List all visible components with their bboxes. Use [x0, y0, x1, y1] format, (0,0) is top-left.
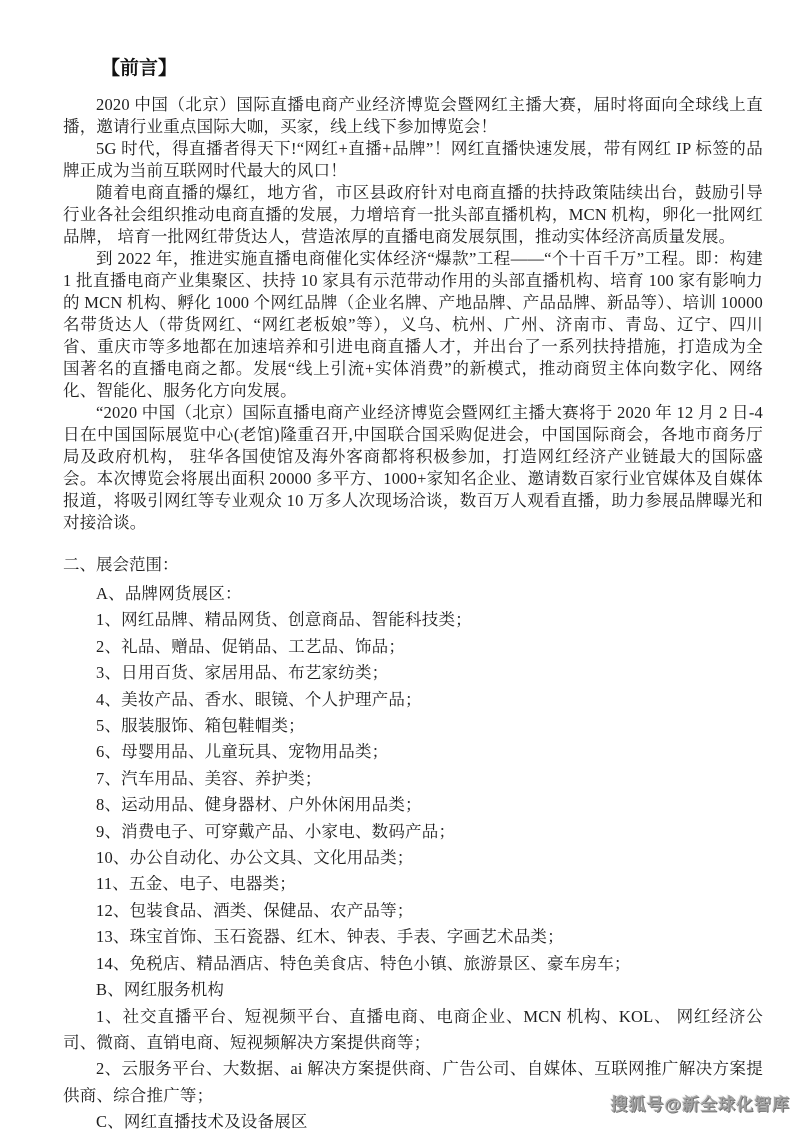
list-item-a11: 11、五金、电子、电器类； [96, 874, 296, 894]
list-item-a5: 5、服装服饰、箱包鞋帽类； [96, 716, 305, 736]
list-item-a12: 12、包装食品、酒类、保健品、农产品等； [96, 900, 414, 920]
page-title: 【前言】 [101, 58, 178, 79]
list-item-a13: 13、珠宝首饰、玉石瓷器、红木、钟表、手表、字画艺术品类； [96, 927, 564, 947]
document-body [63, 56, 763, 1136]
list-item-a8: 8、运动用品、健身器材、户外休闲用品类； [96, 795, 422, 815]
preface-paragraph-2: 5G 时代，得直播者得天下!“网红+直播+品牌”！网红直播快速发展，带有网红 IP 标签的品牌正成为当前互联网时代最大的风口！ [63, 139, 763, 180]
list-item-b1: 1、社交直播平台、短视频平台、直播电商、电商企业、MCN 机构、KOL、 网红经济公司、微商、直销电商、短视频解决方案提供商等； [63, 1006, 763, 1052]
list-item-zone-c: C、网红直播技术及设备展区 [96, 1112, 308, 1132]
watermark-sohu: 搜狐号@新全球化智库 [610, 1095, 790, 1114]
list-item-zone-b: B、网红服务机构 [96, 980, 225, 1000]
list-item-a7: 7、汽车用品、美容、养护类； [96, 768, 322, 788]
list-item-a3: 3、日用百货、家居用品、布艺家纺类； [96, 663, 389, 683]
preface-paragraph-3: 随着电商直播的爆红，地方省，市区县政府针对电商直播的扶持政策陆续出台，鼓励引导行业各社会组织推动电商直播的发展，力增培育一批头部直播机构，MCN 机构，卵化一批网红品牌， 培育一批网红带货达人，营造浓厚的直播电商发展氛围，推动实体经济高质量发展。 [63, 183, 763, 246]
list-item-a6: 6、母婴用品、儿童玩具、宠物用品类； [96, 742, 389, 762]
preface-paragraph-1: 2020 中国（北京）国际直播电商产业经济博览会暨网红主播大赛，届时将面向全球线上直播，邀请行业重点国际大咖，买家，线上线下参加博览会！ [63, 95, 763, 136]
list-item-a2: 2、礼品、赠品、促销品、工艺品、饰品； [96, 636, 406, 656]
list-item-a9: 9、消费电子、可穿戴产品、小家电、数码产品； [96, 821, 456, 841]
list-item-a10: 10、办公自动化、办公文具、文化用品类； [96, 848, 414, 868]
preface-paragraph-4: 到 2022 年，推进实施直播电商催化实体经济“爆款”工程——“个十百千万”工程。即：构建 1 批直播电商产业集聚区、扶持 10 家具有示范带动作用的头部直播机构、培育 100 家有影响力的 MCN 机构、孵化 1000 个网红品牌（企业名牌、产地品牌、产品品牌、新品等）、培训 10000 名带货达人（带货网红、“网红老板娘”等），义乌、杭州、广州、济南市、青岛、辽宁、四川省、重庆市等多地都在加速培养和引进电商直播人才，并出台了一系列扶持措施，打造成为全国著名的直播电商之都。发展“线上引流+实体消费”的新模式，推动商贸主体向数字化、网络化、智能化、服务化方向发展。 [63, 249, 763, 400]
section-heading-scope: 二、展会范围： [63, 555, 179, 574]
preface-paragraph-5: “2020 中国（北京）国际直播电商产业经济博览会暨网红主播大赛将于 2020 年 12 月 2 日-4 日在中国国际展览中心(老馆)隆重召开,中国联合国采购促进会，中国国际商会，各地市商务厅局及政府机构， 驻华各国使馆及海外客商都将积极参加，打造网红经济产业链最大的国际盛会。本次博览会将展出面积 20000 多平方、1000+家知名企业、邀请数百家行业官媒体及自媒体报道，将吸引网红等专业观众 10 万多人次现场洽谈，数百万人观看直播，助力参展品牌曝光和对接洽谈。 [63, 403, 763, 532]
list-item-a4: 4、美妆产品、香水、眼镜、个人护理产品； [96, 689, 422, 709]
list-item-b2: 2、云服务平台、大数据、ai 解决方案提供商、广告公司、自媒体、互联网推广解决方案提供商、综合推广等； [63, 1059, 763, 1105]
list-item-a14: 14、免税店、精品酒店、特色美食店、特色小镇、旅游景区、豪车房车； [96, 953, 631, 973]
list-item-a1: 1、网红品牌、精品网货、创意商品、智能科技类； [96, 610, 472, 630]
list-item-zone-a: A、品牌网货展区： [96, 584, 242, 603]
